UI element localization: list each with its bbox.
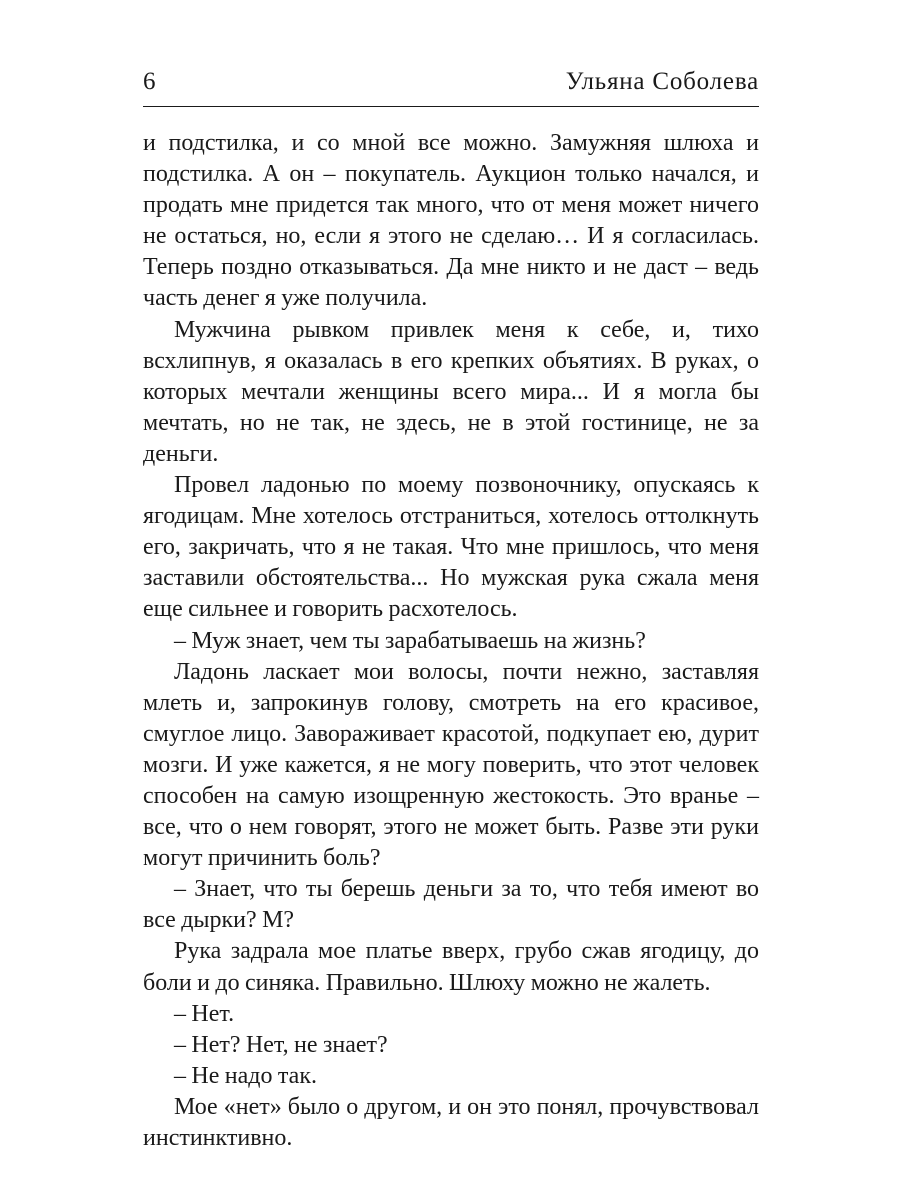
dialogue-line: – Муж знает, чем ты зарабатываешь на жизнь? (174, 627, 646, 654)
header-divider (143, 106, 759, 107)
paragraph: Рука задрала мое платье вверх, грубо сжав ягодицу, до боли и до синяка. Правильно. Шлюху можно не жалеть. (143, 938, 759, 996)
paragraph-continued: и подстилка, и со мной все можно. Замужняя шлюха и подстилка. А он – покупатель. Аукцион только начался, и продать мне придется так много, что от меня может ничего не остаться, но, если я этого не сделаю… И я согласилась. Теперь поздно отказываться. Да мне никто и не даст – ведь часть денег я уже получила. (143, 130, 759, 312)
paragraph: Провел ладонью по моему позвоночнику, опускаясь к ягодицам. Мне хотелось отстраниться, хотелось оттолкнуть его, закричать, что я не такая. Что мне пришлось, что меня заставили обстоятельства... Но мужская рука сжала меня еще сильнее и говорить расхотелось. (143, 472, 759, 623)
dialogue-line: – Нет. (174, 1000, 235, 1027)
dialogue-line: – Знает, что ты берешь деньги за то, что тебя имеют во все дырки? М? (143, 876, 759, 934)
author-name: Ульяна Соболева (565, 68, 759, 95)
paragraph: Ладонь ласкает мои волосы, почти нежно, заставляя млеть и, запрокинув голову, смотреть на его красивое, смуглое лицо. Завораживает красотой, подкупает ею, дурит мозги. И уже кажется, я не могу поверить, что этот человек способен на самую изощренную жестокость. Это вранье – все, что о нем говорят, этого не может быть. Разве эти руки могут причинить боль? (143, 658, 759, 872)
dialogue-line: – Нет? Нет, не знает? (174, 1031, 388, 1058)
dialogue-line: – Не надо так. (174, 1062, 317, 1089)
page-number: 6 (143, 68, 156, 95)
text-body (143, 128, 759, 1154)
running-header (143, 62, 759, 102)
paragraph: Мое «нет» было о другом, и он это понял, прочувствовал инстинктивно. (143, 1093, 759, 1151)
paragraph: Мужчина рывком привлек меня к себе, и, тихо всхлипнув, я оказалась в его крепких объятиях. В руках, о которых мечтали женщины всего мира... И я могла бы мечтать, но не так, не здесь, не в этой гостинице, не за деньги. (143, 316, 759, 467)
